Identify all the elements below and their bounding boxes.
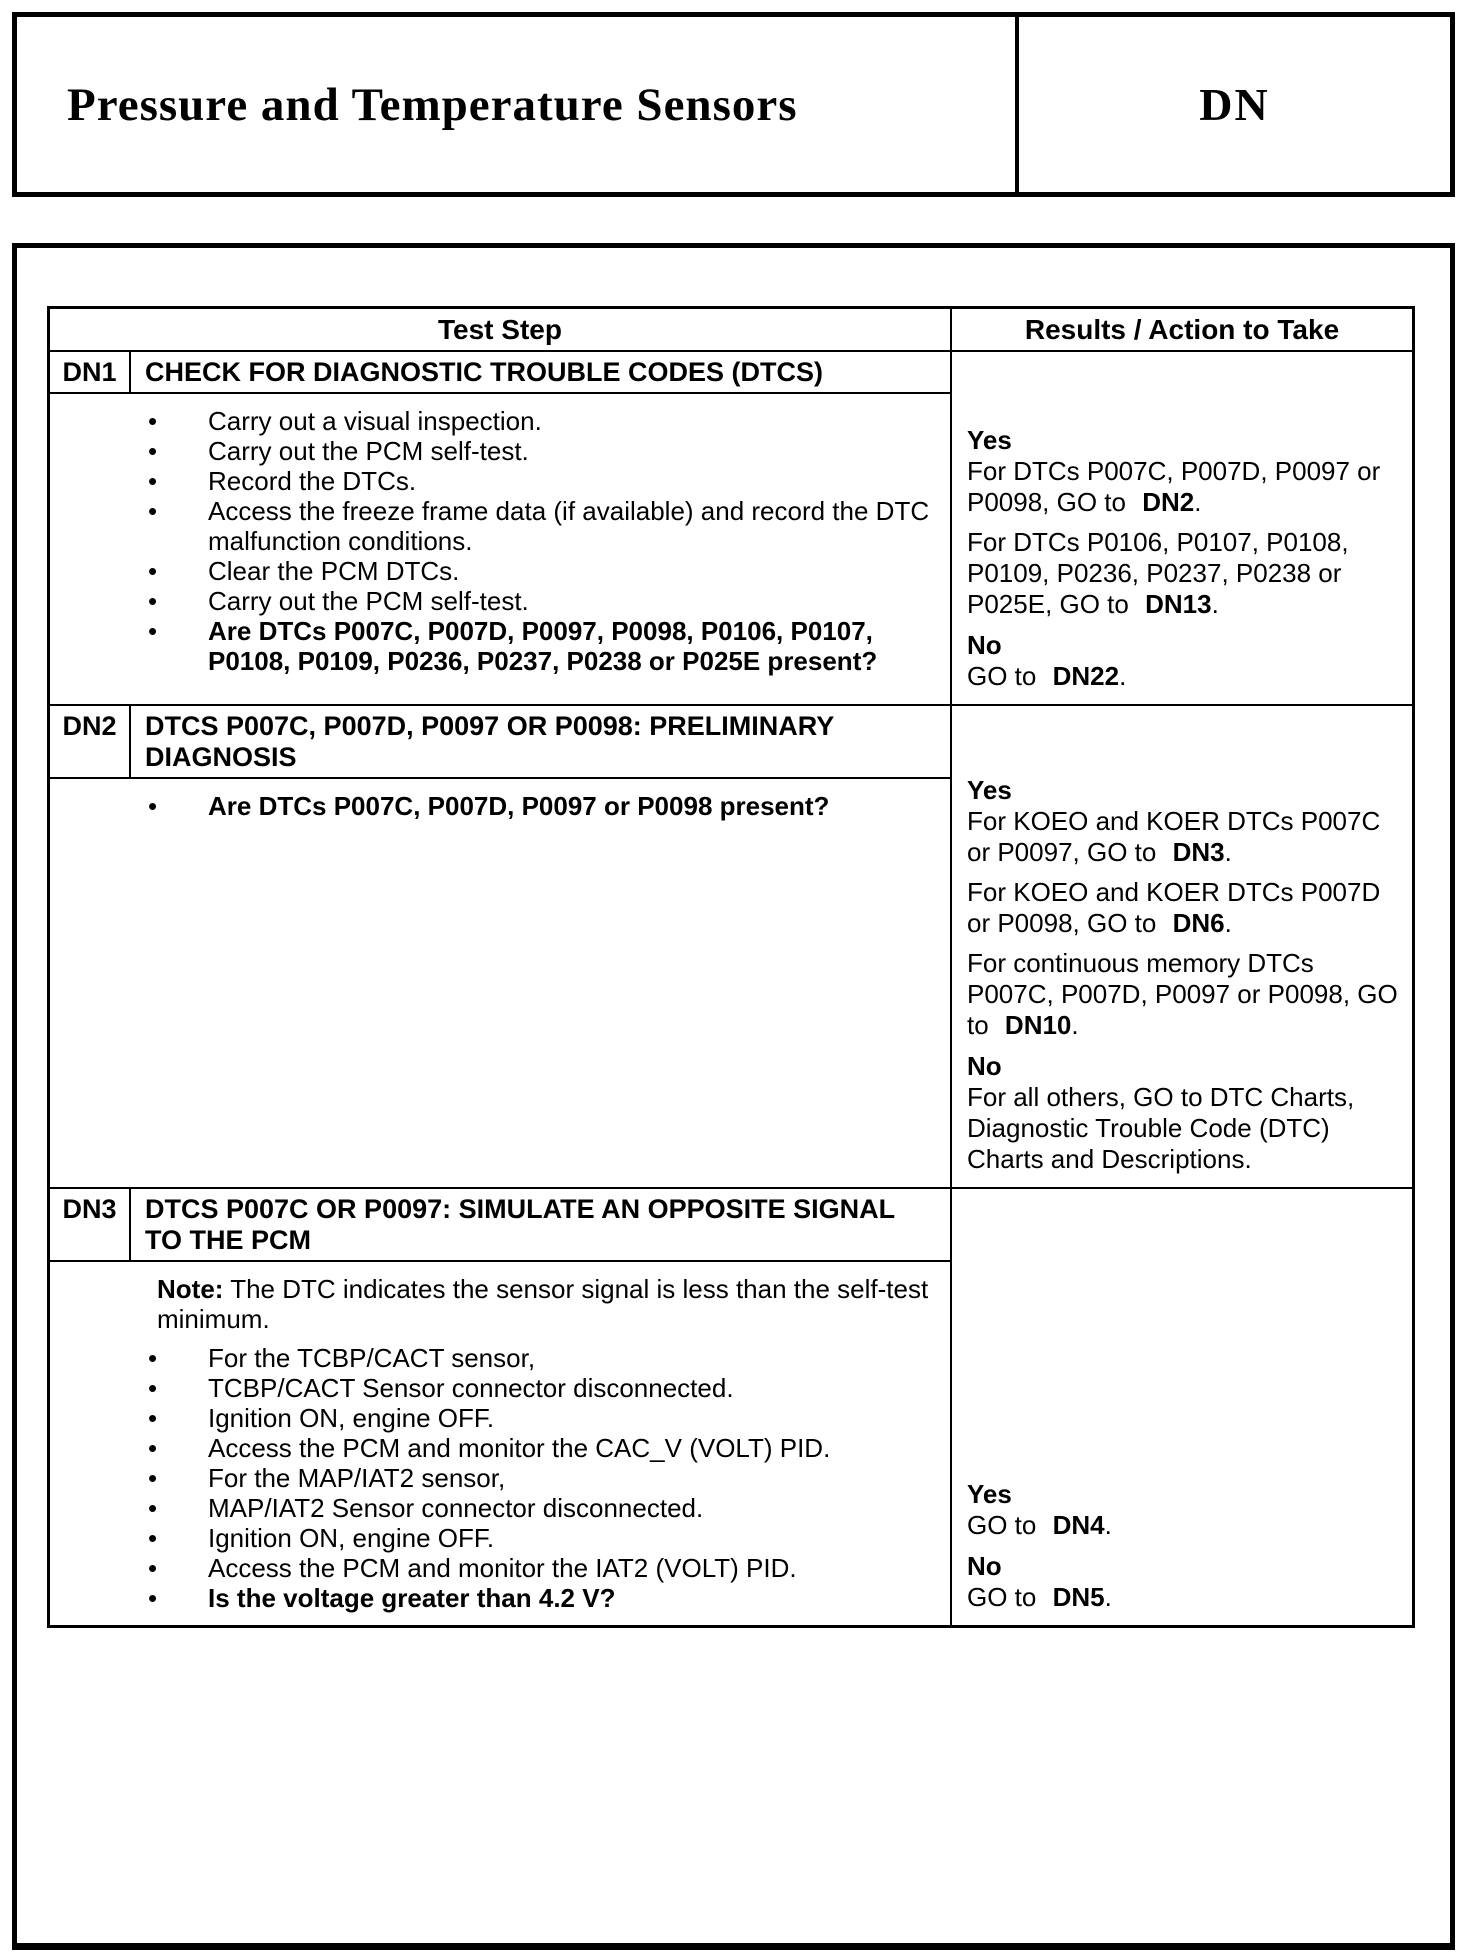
step-id: DN1 bbox=[50, 352, 131, 392]
action-line bbox=[967, 1582, 1400, 1613]
bullet-item bbox=[50, 1463, 940, 1493]
test-step-cell bbox=[50, 706, 952, 1187]
test-step-cell bbox=[50, 352, 952, 704]
note-segment: Note: bbox=[157, 1274, 224, 1304]
action-text: . bbox=[1194, 487, 1202, 517]
bullet-item bbox=[50, 466, 940, 496]
page-title: Pressure and Temperature Sensors bbox=[67, 78, 798, 131]
step-instructions bbox=[50, 1262, 950, 1625]
bullet-item bbox=[50, 1403, 940, 1433]
result-group bbox=[967, 425, 1400, 620]
step-row-dn3 bbox=[50, 1189, 1412, 1625]
step-note bbox=[50, 1274, 940, 1334]
goto-target: DN10 bbox=[1004, 1010, 1072, 1040]
result-group bbox=[967, 630, 1400, 692]
action-line bbox=[967, 1082, 1400, 1175]
pinpoint-test-table bbox=[47, 306, 1415, 1628]
test-step-cell bbox=[50, 1189, 952, 1625]
action-text: . bbox=[1119, 661, 1127, 691]
bullet-text: • Carry out the PCM self-test. bbox=[208, 436, 529, 466]
step-title: CHECK FOR DIAGNOSTIC TROUBLE CODES (DTCS) bbox=[145, 357, 823, 387]
bullet-text: • Clear the PCM DTCs. bbox=[208, 556, 460, 586]
action-text: . bbox=[1211, 589, 1219, 619]
bullet-text: • Access the freeze frame data (if available) and record the DTC malfunction conditions. bbox=[208, 496, 930, 556]
step-title-row bbox=[50, 1189, 950, 1262]
bullet-item bbox=[50, 406, 940, 436]
bullet-item bbox=[50, 1373, 940, 1403]
result-group bbox=[967, 1479, 1400, 1541]
verdict-label: Yes bbox=[967, 775, 1012, 805]
action-text: For DTCs P007C, P007D, P0097 or P0098, GO to bbox=[967, 456, 1381, 517]
action-text: . bbox=[1071, 1010, 1079, 1040]
goto-target: DN13 bbox=[1145, 589, 1212, 619]
bullet-text: • Are DTCs P007C, P007D, P0097, P0098, P0106, P0107, P0108, P0109, P0236, P0237, P0238 or P025E present? bbox=[208, 616, 878, 676]
action-text: For DTCs P0106, P0107, P0108, P0109, P0236, P0237, P0238 or P025E, GO to bbox=[967, 527, 1349, 619]
bullet-item bbox=[50, 1433, 940, 1463]
action-text: GO to bbox=[967, 1510, 1044, 1540]
action-text: . bbox=[1224, 837, 1232, 867]
step-id: DN3 bbox=[50, 1189, 131, 1260]
results-cell bbox=[952, 1189, 1412, 1625]
result-group bbox=[967, 1551, 1400, 1613]
bullet-text: • Ignition ON, engine OFF. bbox=[208, 1403, 495, 1433]
action-text: For KOEO and KOER DTCs P007C or P0097, GO to bbox=[967, 806, 1381, 867]
action-line bbox=[967, 661, 1400, 692]
bullet-item bbox=[50, 1583, 940, 1613]
action-line bbox=[967, 527, 1400, 620]
results-cell bbox=[952, 352, 1412, 704]
column-header-results-cell bbox=[952, 309, 1412, 350]
action-line bbox=[967, 948, 1400, 1041]
column-header-test-step-cell bbox=[50, 309, 952, 350]
table-body bbox=[50, 352, 1412, 1625]
bullet-item bbox=[50, 556, 940, 586]
action-line bbox=[967, 877, 1400, 939]
bullet-text: • Access the PCM and monitor the CAC_V (VOLT) PID. bbox=[208, 1433, 831, 1463]
step-row-dn2 bbox=[50, 706, 1412, 1189]
column-header-results: Results / Action to Take bbox=[1024, 314, 1340, 345]
action-text: . bbox=[1104, 1510, 1112, 1540]
action-line bbox=[967, 1510, 1400, 1541]
bullet-text: • For the MAP/IAT2 sensor, bbox=[208, 1463, 506, 1493]
goto-target: DN5 bbox=[1052, 1582, 1105, 1612]
bullet-item bbox=[50, 1493, 940, 1523]
action-text: For continuous memory DTCs P007C, P007D, P0097 or P0098, GO to bbox=[967, 948, 1398, 1040]
verdict-label: Yes bbox=[967, 1479, 1012, 1509]
goto-target: DN3 bbox=[1172, 837, 1225, 867]
goto-target: DN2 bbox=[1142, 487, 1195, 517]
result-group bbox=[967, 1051, 1400, 1175]
result-group bbox=[967, 775, 1400, 1041]
step-instructions bbox=[50, 394, 950, 688]
action-text: GO to bbox=[967, 661, 1044, 691]
step-row-dn1 bbox=[50, 352, 1412, 706]
table-header-row bbox=[50, 309, 1412, 352]
page-header-box bbox=[12, 12, 1455, 197]
bullet-text: • TCBP/CACT Sensor connector disconnected. bbox=[208, 1373, 734, 1403]
action-text: For KOEO and KOER DTCs P007D or P0098, GO to bbox=[967, 877, 1381, 938]
bullet-item bbox=[50, 1553, 940, 1583]
bullet-text: • MAP/IAT2 Sensor connector disconnected. bbox=[208, 1493, 704, 1523]
bullet-item bbox=[50, 1523, 940, 1553]
section-code-cell bbox=[1015, 17, 1450, 192]
bullet-text: • Is the voltage greater than 4.2 V? bbox=[208, 1583, 616, 1613]
step-title-row bbox=[50, 352, 950, 394]
step-instructions bbox=[50, 779, 950, 833]
bullet-text: • Access the PCM and monitor the IAT2 (VOLT) PID. bbox=[208, 1553, 797, 1583]
bullet-text: • Are DTCs P007C, P007D, P0097 or P0098 present? bbox=[208, 791, 830, 821]
action-text: . bbox=[1104, 1582, 1112, 1612]
bullet-text: • Carry out the PCM self-test. bbox=[208, 586, 529, 616]
bullet-item bbox=[50, 791, 940, 821]
action-text: For all others, GO to DTC Charts, Diagnostic Trouble Code (DTC) Charts and Descriptions. bbox=[967, 1082, 1355, 1174]
step-title: DTCS P007C, P007D, P0097 OR P0098: PRELIMINARY DIAGNOSIS bbox=[145, 711, 834, 772]
bullet-item bbox=[50, 496, 940, 556]
page-title-cell bbox=[17, 17, 1015, 192]
verdict-label: No bbox=[967, 1551, 1002, 1581]
action-line bbox=[967, 456, 1400, 518]
verdict-label: Yes bbox=[967, 425, 1012, 455]
goto-target: DN4 bbox=[1052, 1510, 1105, 1540]
bullet-text: • Record the DTCs. bbox=[208, 466, 417, 496]
bullet-text: • Ignition ON, engine OFF. bbox=[208, 1523, 495, 1553]
verdict-label: No bbox=[967, 630, 1002, 660]
goto-target: DN22 bbox=[1052, 661, 1120, 691]
step-title: DTCS P007C OR P0097: SIMULATE AN OPPOSITE SIGNAL TO THE PCM bbox=[145, 1194, 895, 1255]
action-text: GO to bbox=[967, 1582, 1044, 1612]
bullet-item bbox=[50, 616, 940, 676]
action-line bbox=[967, 806, 1400, 868]
verdict-label: No bbox=[967, 1051, 1002, 1081]
column-header-test-step: Test Step bbox=[438, 314, 562, 345]
section-code: DN bbox=[1199, 79, 1270, 130]
bullet-item bbox=[50, 1343, 940, 1373]
goto-target: DN6 bbox=[1172, 908, 1225, 938]
action-text: . bbox=[1224, 908, 1232, 938]
bullet-item bbox=[50, 586, 940, 616]
step-id: DN2 bbox=[50, 706, 131, 777]
bullet-text: • For the TCBP/CACT sensor, bbox=[208, 1343, 536, 1373]
step-title-row bbox=[50, 706, 950, 779]
bullet-text: • Carry out a visual inspection. bbox=[208, 406, 542, 436]
results-cell bbox=[952, 706, 1412, 1187]
bullet-item bbox=[50, 436, 940, 466]
note-segment: The DTC indicates the sensor signal is less than the self-test minimum. bbox=[157, 1274, 929, 1334]
